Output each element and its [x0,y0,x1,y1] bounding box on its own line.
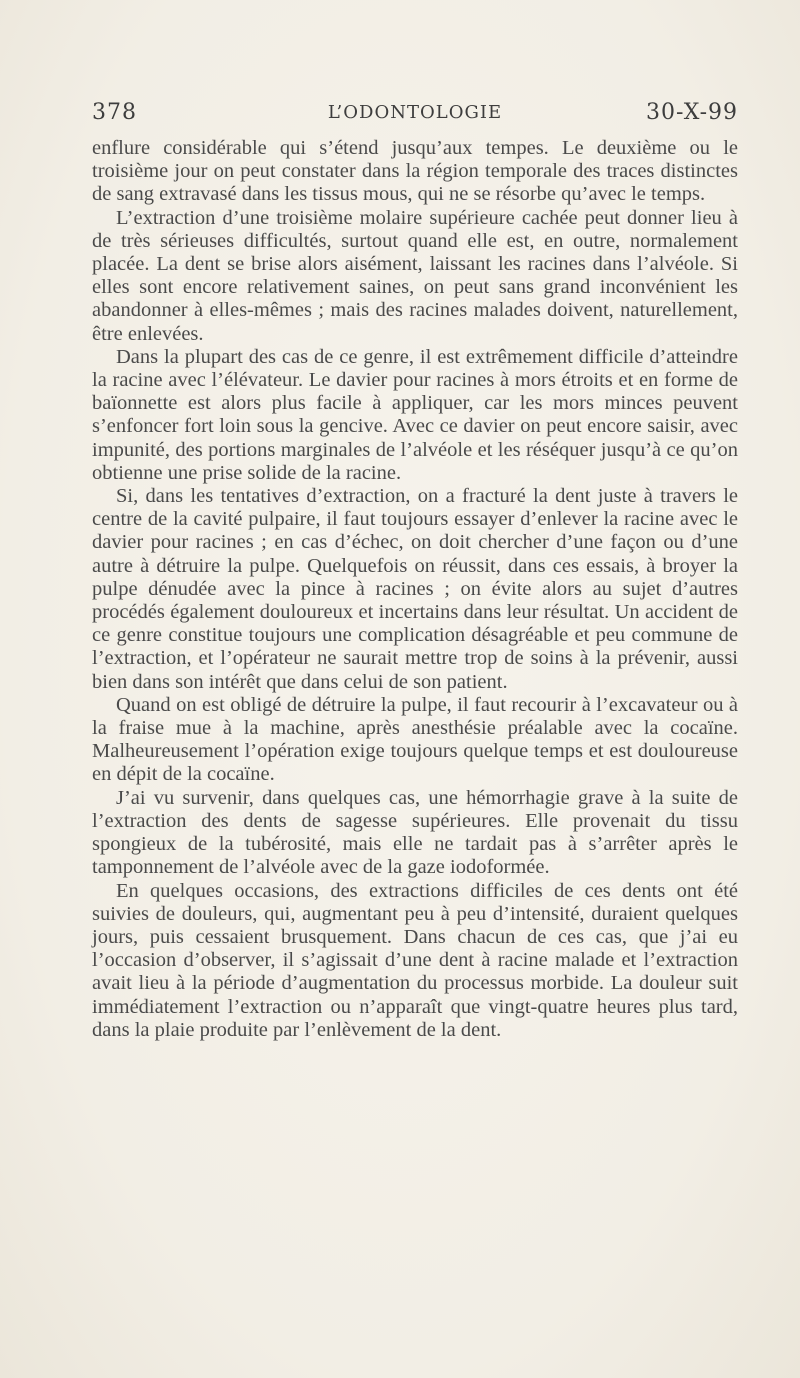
journal-title: L’ODONTOLOGIE [327,102,503,123]
paragraph: Quand on est obligé de détruire la pulpe, il faut recourir à l’excavateur ou à la fraise mue à la machine, après anesthésie préalable avec la cocaïne. Malheureusement l’opération exige toujours quelque temps et est douloureuse en dépit de la cocaïne. [92,693,738,786]
article-body [92,137,738,1042]
paragraph: En quelques occasions, des extractions difficiles de ces dents ont été suivies de douleurs, qui, augmentant peu à peu d’intensité, duraient quelques jours, puis cessaient brusquement. Dans chacun de ces cas, que j’ai eu l’occasion d’observer, il s’agissait d’une dent à racine malade et l’extraction avait lieu à la période d’augmentation du processus morbide. La douleur suit immédiatement l’extraction ou n’apparaît que vingt-quatre heures plus tard, dans la plaie produite par l’enlèvement de la dent. [92,879,738,1041]
issue-date: 30-X-99 [646,100,738,125]
paragraph: Si, dans les tentatives d’extraction, on a fracturé la dent juste à travers le centre de la cavité pulpaire, il faut toujours essayer d’enlever la racine avec le davier pour racines ; en cas d’échec, on doit chercher d’une façon ou d’une autre à détruire la pulpe. Quelquefois on réussit, dans ces essais, à broyer la pulpe dénudée avec la pince à racines ; on évite alors au sujet d’autres procédés également douloureux et incertains dans leur résultat. Un accident de ce genre constitue toujours une complication désagréable et peu commune de l’extraction, et l’opérateur ne saurait mettre trop de soins à la prévenir, aussi bien dans son intérêt que dans celui de son patient. [92,485,738,693]
paragraph: L’extraction d’une troisième molaire supérieure cachée peut donner lieu à de très sérieuses difficultés, surtout quand elle est, en outre, normalement placée. La dent se brise alors aisément, laissant les racines dans l’alvéole. Si elles sont encore relativement saines, on peut sans grand inconvénient les abandonner à elles-mêmes ; mais des racines malades doivent, naturellement, être enlevées. [92,206,738,345]
running-header [92,100,738,130]
paragraph: J’ai vu survenir, dans quelques cas, une hémorrhagie grave à la suite de l’extraction des dents de sagesse supérieures. Elle provenait du tissu spongieux de la tubérosité, mais elle ne tardait pas à s’arrêter après le tamponnement de l’alvéole avec de la gaze iodoformée. [92,786,738,879]
paragraph-continued: enflure considérable qui s’étend jusqu’aux tempes. Le deuxième ou le troisième jour on peut constater dans la région temporale des traces distinctes de sang extravasé dans les tissus mous, qui ne se résorbe qu’avec le temps. [92,137,738,206]
page-number: 378 [92,100,137,125]
paragraph: Dans la plupart des cas de ce genre, il est extrêmement difficile d’atteindre la racine avec l’élévateur. Le davier pour racines à mors étroits et en forme de baïonnette est alors plus facile à appliquer, car les mors minces peuvent s’enfoncer fort loin sous la gencive. Avec ce davier on peut encore saisir, avec impunité, des portions marginales de l’alvéole et les réséquer jusqu’à ce qu’on obtienne une prise solide de la racine. [92,345,738,484]
